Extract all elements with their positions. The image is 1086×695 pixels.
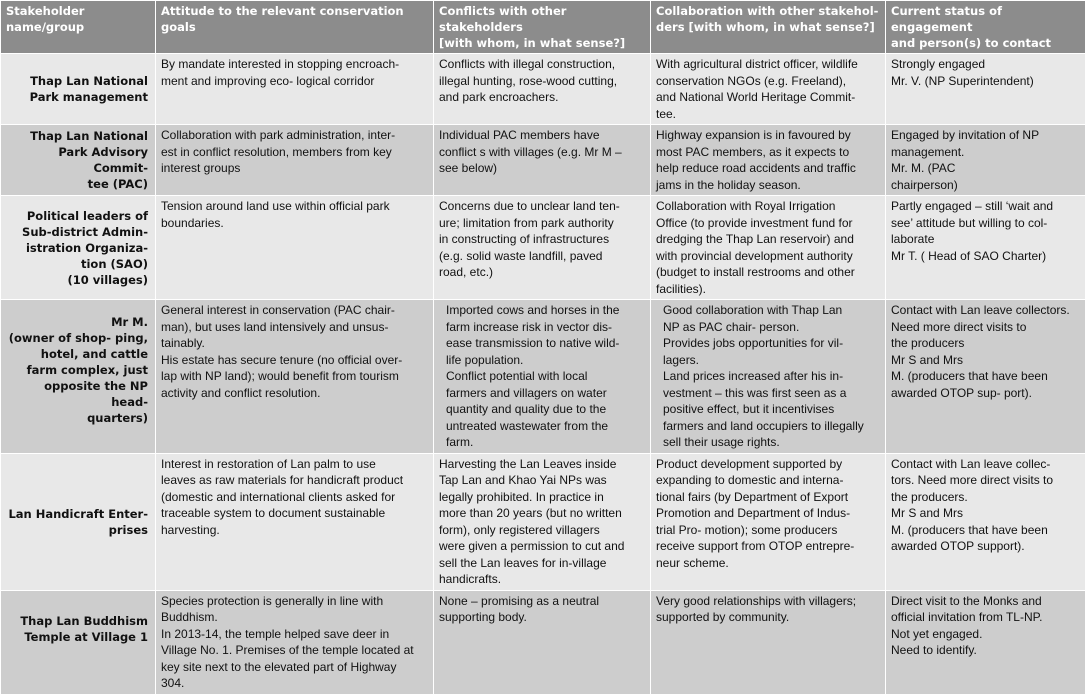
text-line: (owner of shop- ping,	[8, 331, 148, 345]
text-line: Species protection is generally in line with	[161, 593, 384, 608]
text-line: man), but uses land intensively and unsus-	[161, 319, 389, 334]
text-line: road, etc.)	[439, 265, 494, 279]
attitude-cell	[156, 196, 434, 300]
text-line: Not yet engaged.	[891, 626, 983, 641]
text-line: In 2013-14, the temple helped save deer in	[161, 626, 390, 641]
header-conflicts	[434, 1, 651, 54]
collaboration-cell	[651, 590, 886, 694]
text-line: jams in the holiday season.	[656, 177, 801, 192]
text-line: with provincial development authority	[656, 248, 853, 263]
text-line: Mr. M. (PAC	[891, 161, 956, 175]
table-row	[1, 590, 1086, 694]
conflicts-cell	[434, 54, 651, 125]
text-line: tion (SAO)	[80, 256, 148, 271]
text-line: harvesting.	[161, 522, 220, 537]
text-line: Park management	[29, 90, 148, 104]
text-line: Individual PAC members have	[439, 128, 600, 142]
text-line: farm increase risk in vector dis-	[446, 319, 613, 334]
text-line: Tension around land use within official park	[161, 199, 390, 213]
text-line: (domestic and international clients asked for	[161, 489, 396, 504]
header-collaboration	[651, 1, 886, 54]
text-line: awarded OTOP support).	[891, 539, 1025, 553]
text-line: (10 villages)	[67, 272, 148, 287]
text-line: facilities).	[656, 281, 707, 296]
text-line: untreated wastewater from the	[446, 418, 609, 433]
text-line: tors. Need more direct visits to	[891, 473, 1054, 487]
text-line: quarters)	[87, 411, 148, 425]
text-line: ease transmission to native wild-	[446, 336, 620, 350]
text-line: With agricultural district officer, wildlife	[656, 57, 858, 71]
text-line: life population.	[446, 352, 524, 367]
text-line: see below)	[439, 161, 498, 175]
text-line: conflict s with villages (e.g. Mr M –	[439, 144, 622, 159]
conflicts-cell	[434, 196, 651, 300]
text-line: lap with NP land); would benefit from tourism	[161, 369, 399, 383]
text-line: Product development supported by	[656, 456, 843, 471]
text-line: 304.	[161, 676, 185, 690]
text-line: the producers	[891, 336, 965, 350]
text-line: chairperson)	[891, 177, 958, 192]
text-line: see’ attitude but willing to col-	[891, 215, 1048, 230]
text-line: name/group	[6, 20, 85, 34]
text-line: opposite the NP head-	[44, 379, 148, 409]
text-line: handicrafts.	[439, 572, 502, 586]
text-line: Direct visit to the Monks and	[891, 593, 1042, 608]
text-line: M. (producers that have been	[891, 369, 1048, 383]
text-line: ure; limitation from park authority	[439, 215, 614, 230]
text-line: prises	[108, 522, 148, 537]
text-line: Thap Lan Buddhism	[20, 613, 148, 628]
text-line: Conflict potential with local	[446, 369, 588, 383]
text-line: Thap Lan National	[30, 129, 148, 143]
text-line: dredging the Thap Lan reservoir) and	[656, 232, 854, 246]
status-cell	[886, 453, 1086, 590]
text-line: General interest in conservation (PAC chair-	[161, 303, 395, 317]
attitude-cell	[156, 125, 434, 196]
text-line: Highway expansion is in favoured by	[656, 128, 851, 142]
text-line: laborate	[891, 232, 935, 246]
header-stakeholder	[1, 1, 156, 54]
text-line: form), only registered villagers	[439, 522, 600, 537]
text-line: Thap Lan National	[30, 74, 148, 88]
stakeholder-name	[1, 196, 156, 300]
text-line: farm complex, just	[26, 363, 148, 377]
text-line: Mr M.	[111, 315, 148, 329]
text-line: Temple at Village 1	[24, 629, 148, 644]
text-line: ders [with whom, in what sense?]	[656, 20, 875, 34]
text-line: quantity and quality due to the	[446, 402, 607, 416]
text-line: neur scheme.	[656, 555, 729, 570]
text-line: hotel, and cattle	[40, 347, 148, 361]
text-line: expanding to domestic and interna-	[656, 473, 844, 487]
text-line: Collaboration with Royal Irrigation	[656, 199, 836, 213]
status-cell	[886, 125, 1086, 196]
text-line: awarded OTOP sup- port).	[891, 385, 1032, 400]
stakeholder-name	[1, 125, 156, 196]
stakeholder-name	[1, 300, 156, 454]
text-line: Office (to provide investment fund for	[656, 215, 853, 230]
text-line: Promotion and Department of Indus-	[656, 506, 851, 520]
text-line: conservation NGOs (e.g. Freeland),	[656, 73, 847, 88]
conflicts-cell	[434, 590, 651, 694]
text-line: the producers.	[891, 489, 968, 504]
text-line: farmers and land occupiers to illegally	[663, 418, 864, 433]
text-line: help reduce road accidents and traffic	[656, 161, 856, 175]
text-line: Buddhism.	[161, 610, 218, 624]
text-line: and National World Heritage Commit-	[656, 90, 856, 104]
text-line: Mr. V. (NP Superintendent)	[891, 73, 1034, 88]
text-line: sell their usage rights.	[663, 435, 780, 449]
text-line: official invitation from TL-NP.	[891, 610, 1043, 624]
text-line: were given a permission to cut and	[439, 539, 625, 553]
text-line: Village No. 1. Premises of the temple located at	[161, 643, 414, 657]
stakeholder-name	[1, 453, 156, 590]
conflicts-cell	[434, 453, 651, 590]
header-status	[886, 1, 1086, 54]
text-line: Good collaboration with Thap Lan	[663, 303, 843, 317]
text-line: Attitude to the relevant conservation goals	[161, 4, 404, 34]
text-line: legally prohibited. In practice in	[439, 489, 604, 504]
text-line: Mr T. ( Head of SAO Charter)	[891, 248, 1047, 263]
table-row	[1, 300, 1086, 454]
collaboration-cell	[651, 453, 886, 590]
text-line: istration Organiza-	[25, 240, 148, 255]
text-line: in constructing of infrastructures	[439, 232, 610, 246]
attitude-cell	[156, 300, 434, 454]
text-line: receive support from OTOP entrepre-	[656, 539, 855, 553]
text-line: tee.	[656, 106, 677, 121]
text-line: Conflicts with illegal construction,	[439, 57, 616, 71]
text-line: Partly engaged – still ‘wait and	[891, 199, 1054, 213]
text-line: (budget to install restrooms and other	[656, 265, 855, 279]
table-row	[1, 125, 1086, 196]
table-row	[1, 54, 1086, 125]
status-cell	[886, 590, 1086, 694]
status-cell	[886, 54, 1086, 125]
text-line: traceable system to document sustainable	[161, 506, 386, 520]
text-line: Contact with Lan leave collectors.	[891, 303, 1070, 317]
text-line: management.	[891, 144, 965, 159]
text-line: Mr S and Mrs	[891, 506, 964, 520]
text-line: supported by community.	[656, 610, 790, 624]
text-line: NP as PAC chair- person.	[663, 319, 800, 334]
text-line: Lan Handicraft Enter-	[8, 506, 148, 521]
text-line: sell the Lan leaves for in-village	[439, 555, 607, 570]
text-line: farmers and villagers on water	[446, 385, 607, 400]
text-line: Conflicts with other stakeholders	[439, 4, 567, 34]
text-line: [with whom, in what sense?]	[439, 36, 626, 50]
collaboration-cell	[651, 196, 886, 300]
attitude-cell	[156, 590, 434, 694]
text-line: M. (producers that have been	[891, 522, 1048, 537]
text-line: vestment – this was first seen as a	[663, 385, 847, 400]
text-line: Collaboration with other stakehol-	[656, 4, 879, 18]
text-line: Land prices increased after his in-	[663, 369, 844, 383]
text-line: interest groups	[161, 161, 241, 175]
text-line: Interest in restoration of Lan palm to use	[161, 456, 376, 471]
stakeholder-name	[1, 54, 156, 125]
text-line: Harvesting the Lan Leaves inside	[439, 456, 617, 471]
text-line: Strongly engaged	[891, 57, 986, 71]
text-line: Sub-district Admin-	[22, 224, 148, 239]
collaboration-cell	[651, 300, 886, 454]
text-line: tional fairs (by Department of Export	[656, 489, 849, 504]
text-line: Imported cows and horses in the	[446, 303, 620, 317]
conflicts-cell	[434, 125, 651, 196]
text-line: tainably.	[161, 336, 205, 350]
attitude-cell	[156, 54, 434, 125]
text-line: Need to identify.	[891, 643, 977, 657]
text-line: Tap Lan and Khao Yai NPs was	[439, 473, 607, 487]
collaboration-cell	[651, 125, 886, 196]
text-line: illegal hunting, rose-wood cutting,	[439, 73, 618, 88]
text-line: Political leaders of	[26, 208, 148, 223]
text-line: lagers.	[663, 352, 700, 367]
text-line: activity and conflict resolution.	[161, 385, 321, 400]
text-line: Provides jobs opportunities for vil-	[663, 336, 844, 350]
text-line: Mr S and Mrs	[891, 352, 964, 367]
text-line: Need more direct visits to	[891, 319, 1027, 334]
status-cell	[886, 196, 1086, 300]
status-cell	[886, 300, 1086, 454]
text-line: Collaboration with park administration, inter-	[161, 128, 396, 142]
text-line: trial Pro- motion); some producers	[656, 522, 838, 537]
text-line: tee (PAC)	[87, 177, 148, 191]
text-line: None – promising as a neutral	[439, 593, 600, 608]
text-line: Stakeholder	[6, 4, 85, 18]
text-line: Concerns due to unclear land ten-	[439, 199, 620, 213]
text-line: Current status of engagement	[891, 4, 1002, 34]
table-header-row	[1, 1, 1086, 54]
text-line: est in conflict resolution, members from key	[161, 144, 392, 159]
stakeholder-name	[1, 590, 156, 694]
text-line: Engaged by invitation of NP	[891, 128, 1040, 142]
text-line: By mandate interested in stopping encroach-	[161, 57, 400, 71]
text-line: Very good relationships with villagers;	[656, 593, 857, 608]
text-line: leaves as raw materials for handicraft product	[161, 473, 404, 487]
text-line: ment and improving eco- logical corridor	[161, 73, 375, 88]
text-line: farm.	[446, 435, 474, 449]
text-line: and park encroachers.	[439, 90, 559, 104]
attitude-cell	[156, 453, 434, 590]
text-line: and person(s) to contact	[891, 36, 1052, 50]
table-row	[1, 453, 1086, 590]
table-row	[1, 196, 1086, 300]
text-line: most PAC members, as it expects to	[656, 144, 850, 159]
text-line: His estate has secure tenure (no official over-	[161, 352, 403, 367]
text-line: Contact with Lan leave collec-	[891, 456, 1051, 471]
text-line: (e.g. solid waste landfill, paved	[439, 248, 603, 263]
text-line: key site next to the elevated part of Highway	[161, 659, 397, 674]
text-line: more than 20 years (but no written	[439, 506, 622, 520]
text-line: positive effect, but it incentivises	[663, 402, 835, 416]
conflicts-cell	[434, 300, 651, 454]
header-attitude	[156, 1, 434, 54]
text-line: supporting body.	[439, 610, 527, 624]
collaboration-cell	[651, 54, 886, 125]
text-line: Park Advisory Commit-	[58, 145, 148, 175]
text-line: boundaries.	[161, 215, 224, 230]
